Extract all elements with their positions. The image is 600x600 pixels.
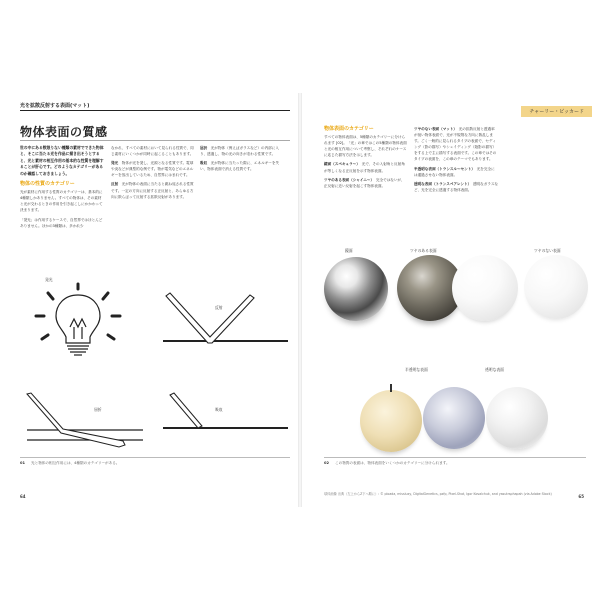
caption-rule — [324, 457, 586, 458]
caption-rule — [20, 457, 290, 458]
label-refraction: 屈折 — [94, 407, 102, 412]
term: 半透明な表面（トランスルーセント） — [414, 166, 474, 171]
figure-caption — [324, 461, 450, 466]
matte-white-sphere — [524, 255, 588, 319]
candle-sphere — [360, 390, 422, 452]
glass-sphere — [486, 387, 548, 449]
page-number: 65 — [578, 494, 584, 499]
caption-number: 02 — [324, 461, 330, 465]
term-paragraph — [414, 166, 498, 178]
translucent-sphere — [423, 387, 485, 449]
label-mirror: 鏡面 — [345, 248, 353, 253]
label-reflection: 反射 — [215, 305, 223, 310]
lightbulb-icon — [28, 283, 128, 358]
section-heading: 物体表面のカテゴリー — [324, 126, 374, 132]
term-text: 完全ではないが、正反射に近い反射を起こす物体表面。 — [324, 177, 405, 188]
label-glossy: ツヤのある表面 — [410, 248, 437, 253]
term-paragraph — [111, 181, 195, 199]
term: 鏡面（スペキュラー） — [324, 162, 359, 167]
chrome-sphere — [324, 257, 388, 321]
caption-number: 01 — [20, 461, 26, 465]
term: 反射 — [111, 182, 119, 187]
label-matte: ツヤのない表面 — [534, 248, 561, 253]
term: 屈折 — [200, 146, 208, 150]
term-text: 光を完全には通過させない物体表面。 — [414, 166, 495, 177]
label-transparent: 透明な表面 — [485, 367, 504, 372]
text-column-2 — [111, 145, 195, 203]
candle-wick — [390, 384, 392, 392]
right-page — [302, 93, 592, 507]
term-paragraph — [200, 145, 284, 157]
page-title: 物体表面の質感 — [20, 125, 108, 139]
intro-paragraph: 世の中にある数限りない種類の素材でできた物体と、そこに当たる光を作品に描き出そうとすると、光と素材の相互作用の基本的な性質を理解することが肝心です。どのようなカテゴリーがあるのか確認しておきましょう。 — [20, 145, 104, 176]
paragraph: 光が素材に作用する性質のカテゴリーは、基本的に4種類しかありません。すべての物体は、その素材と光が交わるときの作用を引き起こしにかかわって決まります。 — [20, 190, 103, 213]
text-column-1 — [324, 126, 408, 192]
term-text: 光が物体の表面に当たると跳ね返される性質です。一定の方向に反射する正反射と、あらゆる方向に散らばって反射する拡散反射があります。 — [111, 182, 194, 199]
title-rule — [20, 140, 290, 141]
term-paragraph — [111, 160, 195, 178]
term-paragraph — [324, 161, 408, 173]
term-text: 透明なガラスなど、光を完全に透過する物体表面。 — [414, 181, 499, 192]
term-text: 物体が光を発し、光源となる性質です。電球や炎などが典型的な例です。物が電気などのエネルギーを放出しているため、自然界にはまれです。 — [111, 161, 194, 178]
term-paragraph — [414, 181, 498, 193]
reflection-diagram — [158, 293, 293, 353]
figure-caption — [20, 461, 119, 466]
paragraph: 「発光」は作用するケースで、自然界ではほとんどありません。ほかの3種類は、多かれ少 — [20, 217, 103, 228]
image-credit: 球体画像 出典（左上からZ下へ順に）: © ploada, missluxy, DigitalGenetics, pzfp, Pixel-Shot, Igor Kovalchuk, and yasutrsphapah (via Adobe Stock) — [324, 492, 552, 496]
glossy-white-sphere — [452, 255, 518, 321]
author-tag: チャーリー・ピッカード — [521, 106, 592, 117]
term-paragraph — [200, 160, 284, 172]
text-column-2 — [414, 126, 498, 196]
term: 吸収 — [200, 161, 208, 166]
refraction-diagram — [23, 393, 148, 458]
text-column-1 — [20, 145, 104, 232]
label-absorption: 吸収 — [215, 407, 223, 412]
paragraph: すべての物体表面は、5種類のカテゴリーに分けられます [02]。「光」の章ではこの5種類の物体表面と光の相互作用について考察し、それぞれのケースに応じた描写方法を示します。 — [324, 135, 407, 158]
section-heading: 物体の性質のカテゴリー — [20, 181, 75, 188]
term: 透明な表面（トランスペアレント） — [414, 181, 470, 186]
paragraph: なかれ、すべての素材において見られる性質で、同じ素材にいくつかが同時に起こることもあります。 — [111, 146, 194, 157]
running-head: 光を拡散反射する表面(マット) — [20, 103, 90, 109]
label-translucent: 半透明な表面 — [405, 367, 428, 372]
term-paragraph — [414, 126, 498, 163]
term: 発光 — [111, 161, 119, 166]
page-number: 64 — [20, 494, 26, 499]
term-paragraph — [324, 177, 408, 189]
term: ツヤのない表面（マット） — [414, 127, 456, 131]
left-page — [8, 93, 298, 507]
term-text: 光が物体に当たった際に、エネルギーを失い、物体表面で消える性質です。 — [200, 161, 280, 172]
term-text: 光が物体（例えばガラスなど）の内部に入り、透過し、物の光の向きが変わる性質です。 — [200, 146, 279, 157]
term-text: 光の拡散反射と透過率が低い物体表面で、光が不規則な方向に散乱します。ごく一般的に見られるタイプの表面で、セディング（影の描写）やシェイディング（陰影の描写）をする上で主に描写する表面です。この章ではそのタイプの表面を、この章のテーマでもあります。 — [414, 127, 497, 162]
top-rule — [20, 110, 290, 111]
term: ツヤのある表面（シャイニー） — [324, 177, 373, 182]
caption-text: 光と物体の相互作用には、4種類のカテゴリーがある。 — [31, 461, 120, 465]
term-text: 光で、その入射角と反射角が等しくなる正反射を示す物体表面。 — [324, 162, 405, 173]
text-column-3 — [200, 145, 284, 175]
label-emission: 発光 — [45, 277, 53, 282]
absorption-diagram — [158, 393, 293, 433]
caption-text: この物質の表面は、物体表面をいくつかのカテゴリーに分けられます。 — [335, 461, 450, 465]
